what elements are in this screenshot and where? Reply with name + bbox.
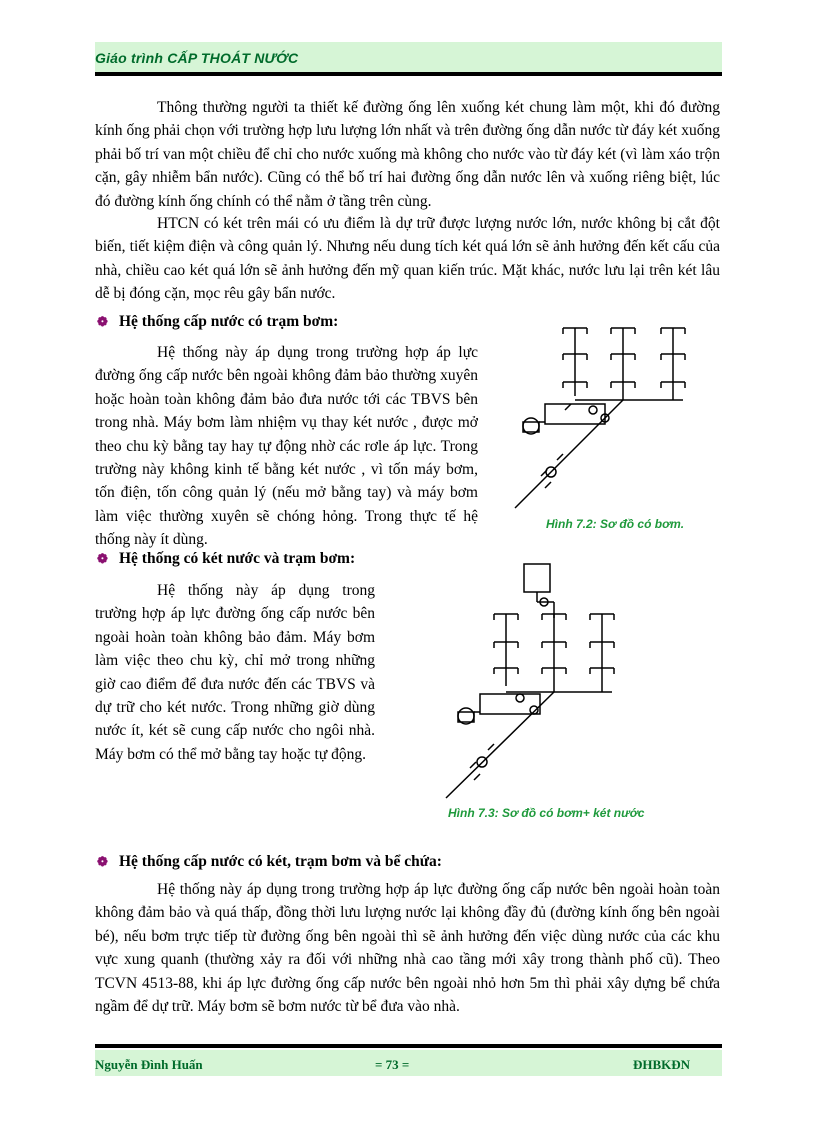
pump-tank-system-diagram xyxy=(440,558,640,808)
page-footer xyxy=(95,1050,722,1076)
header-rule xyxy=(95,72,722,76)
flower-bullet-icon: ❁ xyxy=(97,314,108,329)
paragraph-2: HTCN có két trên mái có ưu điểm là dự trữ được lượng nước lớn, nước không bị cắt đột biến, tiết kiệm điện và công quản lý. Nhưng nếu dung tích két quá lớn sẽ ảnh hưởng đến kết cấu của nhà, chiều cao két quá lớn sẽ ảnh hưởng đến mỹ quan kiến trúc. Mặt khác, nước lưu lại trên két lâu dễ bị đóng cặn, mọc rêu gây bẩn nước. xyxy=(95,215,720,303)
section-3-heading xyxy=(97,853,442,871)
footer-org: ĐHBKĐN xyxy=(632,1057,690,1072)
section-1-text: Hệ thống này áp dụng trong trường hợp áp lực đường ống cấp nước bên ngoài không đảm bảo thường xuyên hoặc hoàn toàn không đảm bảo đưa nước tới các TBVS bên trong nhà. Máy bơm làm nhiệm vụ thay két nước , được mở theo chu kỳ bằng tay hay tự động nhờ các rơle áp lực. Trong trường này không kinh tế bằng két nước , vì tốn máy bơm, tốn điện, tốn công quản lý (nếu mở bằng tay) và máy bơm làm việc thường xuyên sẽ chóng hỏng. Trong thực tế hệ thống này ít dùng. xyxy=(95,344,478,549)
figure-7-2-caption: Hình 7.2: Sơ đồ có bơm. xyxy=(546,517,685,531)
pump-system-diagram xyxy=(505,318,705,518)
section-2-heading xyxy=(97,550,355,568)
footer-author: Nguyễn Đình Huấn xyxy=(95,1057,203,1072)
section-3-title: Hệ thống cấp nước có két, trạm bơm và bể chứa: xyxy=(119,853,442,870)
footer-page-number: = 73 = xyxy=(375,1057,410,1072)
section-2-title: Hệ thống có két nước và trạm bơm: xyxy=(119,550,356,567)
flower-bullet-icon: ❁ xyxy=(97,854,108,869)
header-title: Giáo trình CẤP THOÁT NƯỚC xyxy=(95,50,299,66)
footer-rule xyxy=(95,1044,722,1048)
section-2-text: Hệ thống này áp dụng trong trường hợp áp lực đường ống cấp nước bên ngoài hoàn toàn không bảo đảm. Máy bơm làm việc theo chu kỳ, chỉ mở trong những giờ cao điểm để đưa nước đến các TBVS và dự trữ cho két nước. Trong những giờ dùng nước ít, két sẽ cung cấp nước cho ngôi nhà. Máy bơm có thể mở bằng tay hoặc tự động. xyxy=(95,582,375,763)
section-1-heading xyxy=(97,313,338,331)
flower-bullet-icon: ❁ xyxy=(97,551,108,566)
section-3-text: Hệ thống này áp dụng trong trường hợp áp lực đường ống cấp nước bên ngoài hoàn toàn không đảm bảo và quá thấp, đồng thời lưu lượng nước lại không đầy đủ (đường kính ống bên ngoài bé), nếu bơm trực tiếp từ đường ống bên ngoài thì sẽ ảnh hưởng đến việc dùng nước của các khu vực xung quanh (thường xảy ra đối với những nhà cao tầng mới xây trong thành phố cũ). Theo TCVN 4513-88, khi áp lực đường ống cấp nước bên ngoài nhỏ hơn 5m thì phải xây dựng bể chứa ngầm để dự trữ. Máy bơm sẽ bơm nước từ bể đưa vào nhà. xyxy=(95,881,720,1016)
page-header xyxy=(95,42,722,72)
figure-7-3-caption: Hình 7.3: Sơ đồ có bơm+ két nước xyxy=(448,806,645,820)
section-1-title: Hệ thống cấp nước có trạm bơm: xyxy=(119,313,339,330)
paragraph-1: Thông thường người ta thiết kế đường ống lên xuống két chung làm một, khi đó đường kính ống phải chọn với trường hợp lưu lượng lớn nhất và trên đường ống dẫn nước từ đáy két xuống phải bố trí van một chiều để chỉ cho nước xuống mà không cho nước vào từ đáy két (vì làm xáo trộn cặn, gây nhiễm bẩn nước). Cũng có thể bố trí hai đường ống dẫn nước lên và xuống riêng biệt, lúc đó đường kính ống chính có thể nằm ở tầng trên cùng. xyxy=(95,99,720,210)
